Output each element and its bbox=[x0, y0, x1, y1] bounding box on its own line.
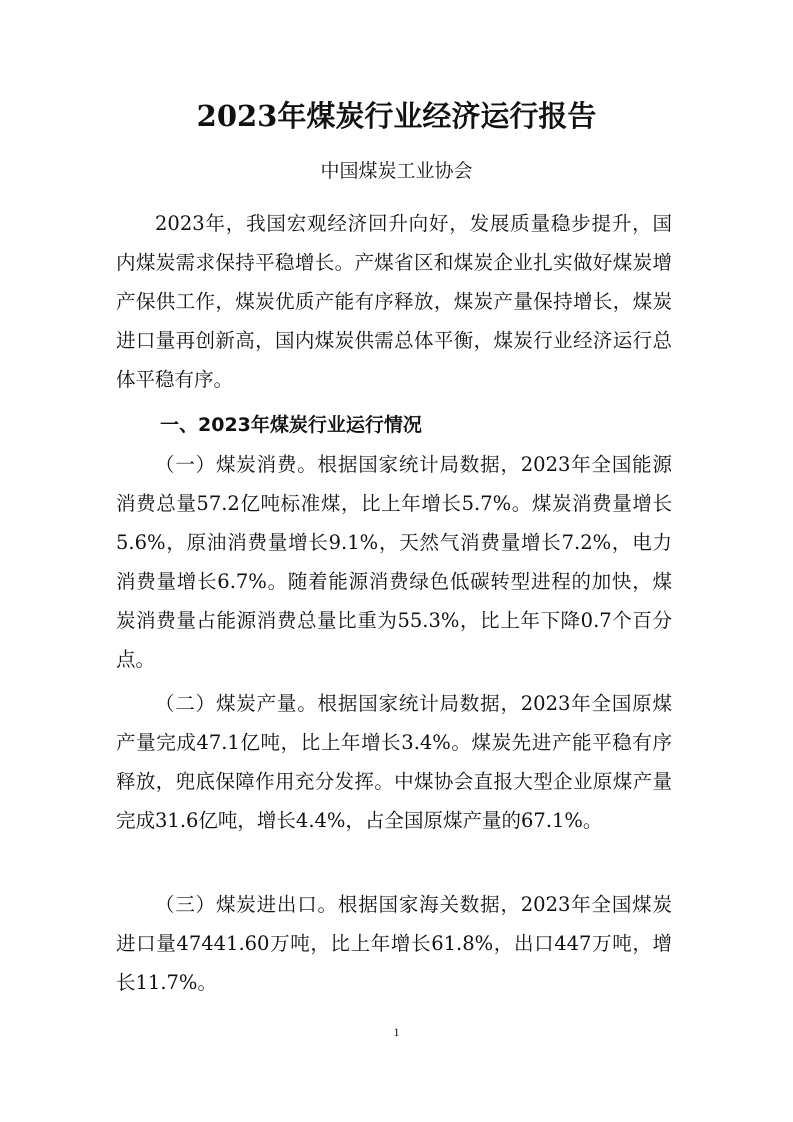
consumption-paragraph: （一）煤炭消费。根据国家统计局数据，2023年全国能源消费总量57.2亿吨标准煤，比上年增长5.7%。煤炭消费量增长5.6%，原油消费量增长9.1%，天然气消费量增长7.2%，电力消费量增长6.7%。随着能源消费绿色低碳转型进程的加快，煤炭消费量占能源消费总量比重为55.3%，比上年下降0.7个百分点。 bbox=[116, 453, 672, 671]
intro-paragraph-block bbox=[116, 204, 672, 399]
production-paragraph-block bbox=[116, 684, 672, 840]
document-title: 2023年煤炭行业经济运行报告 bbox=[196, 99, 597, 133]
page-number: 1 bbox=[393, 1025, 400, 1039]
document-author: 中国煤炭工业协会 bbox=[320, 160, 473, 182]
trade-paragraph-block bbox=[116, 885, 672, 1002]
section-heading: 一、2023年煤炭行业运行情况 bbox=[160, 414, 422, 436]
trade-paragraph: （三）煤炭进出口。根据国家海关数据，2023年全国煤炭进口量47441.60万吨，比上年增长61.8%，出口447万吨，增长11.7%。 bbox=[116, 893, 672, 994]
production-paragraph: （二）煤炭产量。根据国家统计局数据，2023年全国原煤产量完成47.1亿吨，比上年增长3.4%。煤炭先进产能平稳有序释放，兜底保障作用充分发挥。中煤协会直报大型企业原煤产量完成31.6亿吨，增长4.4%，占全国原煤产量的67.1%。 bbox=[116, 692, 672, 832]
consumption-paragraph-block bbox=[116, 445, 672, 679]
intro-paragraph: 2023年，我国宏观经济回升向好，发展质量稳步提升，国内煤炭需求保持平稳增长。产煤省区和煤炭企业扎实做好煤炭增产保供工作，煤炭优质产能有序释放，煤炭产量保持增长，煤炭进口量再创新高，国内煤炭供需总体平衡，煤炭行业经济运行总体平稳有序。 bbox=[116, 212, 672, 391]
